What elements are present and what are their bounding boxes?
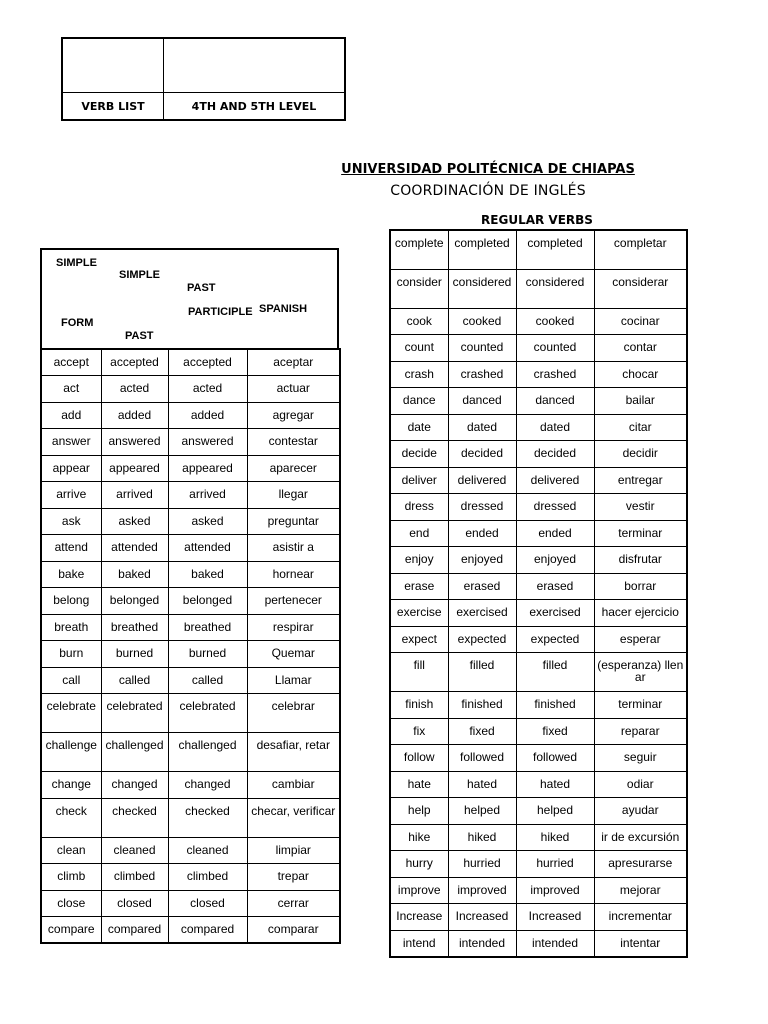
- table-row: [390, 269, 687, 308]
- simple-past-cell: accepted: [101, 349, 168, 376]
- spanish-cell: Llamar: [247, 667, 340, 694]
- simple-past-cell: Increased: [448, 904, 516, 931]
- simple-form-cell: dress: [390, 494, 448, 521]
- simple-form-cell: belong: [41, 588, 101, 615]
- simple-form-cell: compare: [41, 917, 101, 944]
- simple-form-cell: cook: [390, 308, 448, 335]
- simple-past-cell: baked: [101, 561, 168, 588]
- table-row: [390, 851, 687, 878]
- past-participle-cell: arrived: [168, 482, 247, 509]
- table-row: [41, 772, 340, 799]
- spanish-cell: esperar: [594, 626, 687, 653]
- simple-form-cell: enjoy: [390, 547, 448, 574]
- table-row: [390, 520, 687, 547]
- simple-form-cell: answer: [41, 429, 101, 456]
- spanish-cell: apresurarse: [594, 851, 687, 878]
- table-row: [41, 588, 340, 615]
- past-participle-cell: cooked: [516, 308, 594, 335]
- past-participle-cell: dressed: [516, 494, 594, 521]
- simple-form-cell: appear: [41, 455, 101, 482]
- spanish-cell: llegar: [247, 482, 340, 509]
- simple-form-cell: burn: [41, 641, 101, 668]
- simple-past-cell: checked: [101, 798, 168, 837]
- table-row: [41, 798, 340, 837]
- simple-form-cell: hurry: [390, 851, 448, 878]
- simple-past-cell: filled: [448, 653, 516, 692]
- simple-form-cell: expect: [390, 626, 448, 653]
- table-row: [390, 230, 687, 269]
- table-row: [390, 877, 687, 904]
- spanish-cell: ir de excursión: [594, 824, 687, 851]
- past-participle-cell: hated: [516, 771, 594, 798]
- regular-verb-table: [389, 229, 688, 958]
- past-participle-cell: counted: [516, 335, 594, 362]
- simple-past-cell: fixed: [448, 718, 516, 745]
- simple-past-cell: counted: [448, 335, 516, 362]
- simple-form-cell: close: [41, 890, 101, 917]
- level-label: 4TH AND 5TH LEVEL: [191, 100, 317, 113]
- table-row: [390, 573, 687, 600]
- simple-form-cell: check: [41, 798, 101, 837]
- table-row: [41, 402, 340, 429]
- past-participle-cell: called: [168, 667, 247, 694]
- past-participle-cell: compared: [168, 917, 247, 944]
- simple-past-cell: exercised: [448, 600, 516, 627]
- simple-form-cell: end: [390, 520, 448, 547]
- past-participle-cell: cleaned: [168, 837, 247, 864]
- table-row: [41, 561, 340, 588]
- simple-past-cell: finished: [448, 692, 516, 719]
- past-participle-cell: celebrated: [168, 694, 247, 733]
- spanish-cell: citar: [594, 414, 687, 441]
- simple-form-cell: deliver: [390, 467, 448, 494]
- simple-form-cell: fix: [390, 718, 448, 745]
- table-row: [390, 745, 687, 772]
- department-title: COORDINACIÓN DE INGLÉS: [390, 183, 586, 199]
- spanish-cell: respirar: [247, 614, 340, 641]
- spanish-cell: comparar: [247, 917, 340, 944]
- simple-past-cell: intended: [448, 930, 516, 957]
- spanish-cell: disfrutar: [594, 547, 687, 574]
- past-participle-cell: appeared: [168, 455, 247, 482]
- simple-past-cell: dressed: [448, 494, 516, 521]
- table-row: [390, 467, 687, 494]
- simple-past-cell: burned: [101, 641, 168, 668]
- regular-verbs-title: REGULAR VERBS: [481, 213, 593, 227]
- table-row: [390, 692, 687, 719]
- simple-form-cell: complete: [390, 230, 448, 269]
- table-row: [41, 890, 340, 917]
- table-row: [390, 388, 687, 415]
- header-past-participle-1: PAST: [187, 282, 216, 294]
- simple-form-cell: exercise: [390, 600, 448, 627]
- spanish-cell: decidir: [594, 441, 687, 468]
- simple-form-cell: change: [41, 772, 101, 799]
- table-row: [41, 376, 340, 403]
- simple-past-cell: cleaned: [101, 837, 168, 864]
- past-participle-cell: delivered: [516, 467, 594, 494]
- spanish-cell: vestir: [594, 494, 687, 521]
- simple-form-cell: clean: [41, 837, 101, 864]
- past-participle-cell: helped: [516, 798, 594, 825]
- past-participle-cell: climbed: [168, 864, 247, 891]
- header-simple-form-1: SIMPLE: [56, 257, 97, 269]
- simple-past-cell: hurried: [448, 851, 516, 878]
- past-participle-cell: closed: [168, 890, 247, 917]
- simple-form-cell: accept: [41, 349, 101, 376]
- table-row: [41, 429, 340, 456]
- simple-form-cell: count: [390, 335, 448, 362]
- simple-form-cell: crash: [390, 361, 448, 388]
- simple-past-cell: arrived: [101, 482, 168, 509]
- spanish-cell: terminar: [594, 520, 687, 547]
- past-participle-cell: followed: [516, 745, 594, 772]
- table-row: [390, 441, 687, 468]
- past-participle-cell: crashed: [516, 361, 594, 388]
- table-row: [41, 641, 340, 668]
- simple-past-cell: attended: [101, 535, 168, 562]
- left-table-header: [40, 248, 339, 349]
- table-row: [390, 771, 687, 798]
- simple-form-cell: hike: [390, 824, 448, 851]
- past-participle-cell: belonged: [168, 588, 247, 615]
- past-participle-cell: hiked: [516, 824, 594, 851]
- simple-past-cell: ended: [448, 520, 516, 547]
- simple-past-cell: appeared: [101, 455, 168, 482]
- simple-form-cell: decide: [390, 441, 448, 468]
- table-row: [41, 667, 340, 694]
- simple-past-cell: erased: [448, 573, 516, 600]
- simple-past-cell: answered: [101, 429, 168, 456]
- table-row: [390, 494, 687, 521]
- spanish-cell: mejorar: [594, 877, 687, 904]
- past-participle-cell: acted: [168, 376, 247, 403]
- past-participle-cell: accepted: [168, 349, 247, 376]
- spanish-cell: terminar: [594, 692, 687, 719]
- past-participle-cell: filled: [516, 653, 594, 692]
- simple-past-cell: added: [101, 402, 168, 429]
- past-participle-cell: fixed: [516, 718, 594, 745]
- spanish-cell: actuar: [247, 376, 340, 403]
- past-participle-cell: attended: [168, 535, 247, 562]
- simple-past-cell: hiked: [448, 824, 516, 851]
- past-participle-cell: finished: [516, 692, 594, 719]
- simple-form-cell: attend: [41, 535, 101, 562]
- table-row: [41, 733, 340, 772]
- simple-past-cell: enjoyed: [448, 547, 516, 574]
- simple-past-cell: acted: [101, 376, 168, 403]
- simple-past-cell: challenged: [101, 733, 168, 772]
- simple-form-cell: add: [41, 402, 101, 429]
- header-box: [61, 37, 346, 121]
- header-simple-past-1: SIMPLE: [119, 269, 160, 281]
- header-simple-past-2: PAST: [125, 330, 154, 342]
- spanish-cell: trepar: [247, 864, 340, 891]
- simple-past-cell: breathed: [101, 614, 168, 641]
- simple-past-cell: hated: [448, 771, 516, 798]
- table-row: [41, 455, 340, 482]
- table-row: [41, 917, 340, 944]
- simple-form-cell: celebrate: [41, 694, 101, 733]
- simple-past-cell: climbed: [101, 864, 168, 891]
- table-row: [41, 694, 340, 733]
- verb-list-label: VERB LIST: [81, 100, 145, 113]
- spanish-cell: cocinar: [594, 308, 687, 335]
- header-simple-form-2: FORM: [61, 317, 94, 329]
- simple-form-cell: challenge: [41, 733, 101, 772]
- table-row: [390, 930, 687, 957]
- table-row: [390, 308, 687, 335]
- spanish-cell: preguntar: [247, 508, 340, 535]
- irregular-verb-table: [40, 348, 341, 944]
- past-participle-cell: hurried: [516, 851, 594, 878]
- spanish-cell: pertenecer: [247, 588, 340, 615]
- simple-form-cell: consider: [390, 269, 448, 308]
- header-spanish: SPANISH: [259, 303, 308, 315]
- spanish-cell: odiar: [594, 771, 687, 798]
- simple-past-cell: improved: [448, 877, 516, 904]
- past-participle-cell: intended: [516, 930, 594, 957]
- table-row: [390, 547, 687, 574]
- past-participle-cell: improved: [516, 877, 594, 904]
- table-row: [390, 904, 687, 931]
- spanish-cell: desafiar, retar: [247, 733, 340, 772]
- table-row: [390, 718, 687, 745]
- table-row: [41, 508, 340, 535]
- simple-form-cell: dance: [390, 388, 448, 415]
- simple-form-cell: ask: [41, 508, 101, 535]
- simple-past-cell: decided: [448, 441, 516, 468]
- simple-past-cell: danced: [448, 388, 516, 415]
- simple-form-cell: improve: [390, 877, 448, 904]
- simple-past-cell: completed: [448, 230, 516, 269]
- table-row: [390, 626, 687, 653]
- simple-form-cell: date: [390, 414, 448, 441]
- simple-form-cell: hate: [390, 771, 448, 798]
- simple-past-cell: helped: [448, 798, 516, 825]
- past-participle-cell: dated: [516, 414, 594, 441]
- table-row: [390, 600, 687, 627]
- simple-past-cell: belonged: [101, 588, 168, 615]
- spanish-cell: contar: [594, 335, 687, 362]
- past-participle-cell: erased: [516, 573, 594, 600]
- simple-form-cell: erase: [390, 573, 448, 600]
- past-participle-cell: exercised: [516, 600, 594, 627]
- table-row: [390, 824, 687, 851]
- table-row: [390, 361, 687, 388]
- simple-form-cell: follow: [390, 745, 448, 772]
- simple-past-cell: delivered: [448, 467, 516, 494]
- table-row: [390, 798, 687, 825]
- table-row: [41, 864, 340, 891]
- simple-form-cell: act: [41, 376, 101, 403]
- simple-past-cell: dated: [448, 414, 516, 441]
- simple-form-cell: breath: [41, 614, 101, 641]
- spanish-cell: checar, verificar: [247, 798, 340, 837]
- simple-form-cell: climb: [41, 864, 101, 891]
- spanish-cell: hacer ejercicio: [594, 600, 687, 627]
- past-participle-cell: burned: [168, 641, 247, 668]
- simple-past-cell: crashed: [448, 361, 516, 388]
- simple-form-cell: finish: [390, 692, 448, 719]
- past-participle-cell: baked: [168, 561, 247, 588]
- university-title: UNIVERSIDAD POLITÉCNICA DE CHIAPAS: [341, 162, 635, 177]
- table-row: [41, 349, 340, 376]
- past-participle-cell: considered: [516, 269, 594, 308]
- simple-form-cell: call: [41, 667, 101, 694]
- simple-past-cell: called: [101, 667, 168, 694]
- past-participle-cell: answered: [168, 429, 247, 456]
- spanish-cell: (esperanza) llenar: [594, 653, 687, 692]
- simple-past-cell: compared: [101, 917, 168, 944]
- header-past-participle-2: PARTICIPLE: [188, 306, 253, 318]
- spanish-cell: intentar: [594, 930, 687, 957]
- spanish-cell: seguir: [594, 745, 687, 772]
- simple-past-cell: considered: [448, 269, 516, 308]
- spanish-cell: Quemar: [247, 641, 340, 668]
- past-participle-cell: checked: [168, 798, 247, 837]
- spanish-cell: chocar: [594, 361, 687, 388]
- simple-past-cell: asked: [101, 508, 168, 535]
- simple-past-cell: cooked: [448, 308, 516, 335]
- table-row: [41, 614, 340, 641]
- past-participle-cell: decided: [516, 441, 594, 468]
- past-participle-cell: completed: [516, 230, 594, 269]
- simple-form-cell: fill: [390, 653, 448, 692]
- simple-past-cell: followed: [448, 745, 516, 772]
- spanish-cell: entregar: [594, 467, 687, 494]
- past-participle-cell: challenged: [168, 733, 247, 772]
- spanish-cell: asistir a: [247, 535, 340, 562]
- spanish-cell: borrar: [594, 573, 687, 600]
- past-participle-cell: enjoyed: [516, 547, 594, 574]
- simple-form-cell: Increase: [390, 904, 448, 931]
- past-participle-cell: expected: [516, 626, 594, 653]
- past-participle-cell: ended: [516, 520, 594, 547]
- spanish-cell: cambiar: [247, 772, 340, 799]
- spanish-cell: incrementar: [594, 904, 687, 931]
- simple-past-cell: closed: [101, 890, 168, 917]
- simple-form-cell: arrive: [41, 482, 101, 509]
- spanish-cell: hornear: [247, 561, 340, 588]
- simple-past-cell: celebrated: [101, 694, 168, 733]
- past-participle-cell: asked: [168, 508, 247, 535]
- table-row: [390, 653, 687, 692]
- spanish-cell: bailar: [594, 388, 687, 415]
- past-participle-cell: changed: [168, 772, 247, 799]
- spanish-cell: aceptar: [247, 349, 340, 376]
- spanish-cell: agregar: [247, 402, 340, 429]
- spanish-cell: ayudar: [594, 798, 687, 825]
- spanish-cell: considerar: [594, 269, 687, 308]
- past-participle-cell: Increased: [516, 904, 594, 931]
- table-row: [390, 335, 687, 362]
- spanish-cell: aparecer: [247, 455, 340, 482]
- simple-form-cell: help: [390, 798, 448, 825]
- table-row: [41, 535, 340, 562]
- simple-form-cell: bake: [41, 561, 101, 588]
- spanish-cell: contestar: [247, 429, 340, 456]
- simple-past-cell: expected: [448, 626, 516, 653]
- past-participle-cell: added: [168, 402, 247, 429]
- spanish-cell: cerrar: [247, 890, 340, 917]
- table-row: [390, 414, 687, 441]
- spanish-cell: completar: [594, 230, 687, 269]
- spanish-cell: celebrar: [247, 694, 340, 733]
- simple-past-cell: changed: [101, 772, 168, 799]
- table-row: [41, 837, 340, 864]
- spanish-cell: limpiar: [247, 837, 340, 864]
- past-participle-cell: danced: [516, 388, 594, 415]
- past-participle-cell: breathed: [168, 614, 247, 641]
- simple-form-cell: intend: [390, 930, 448, 957]
- spanish-cell: reparar: [594, 718, 687, 745]
- table-row: [41, 482, 340, 509]
